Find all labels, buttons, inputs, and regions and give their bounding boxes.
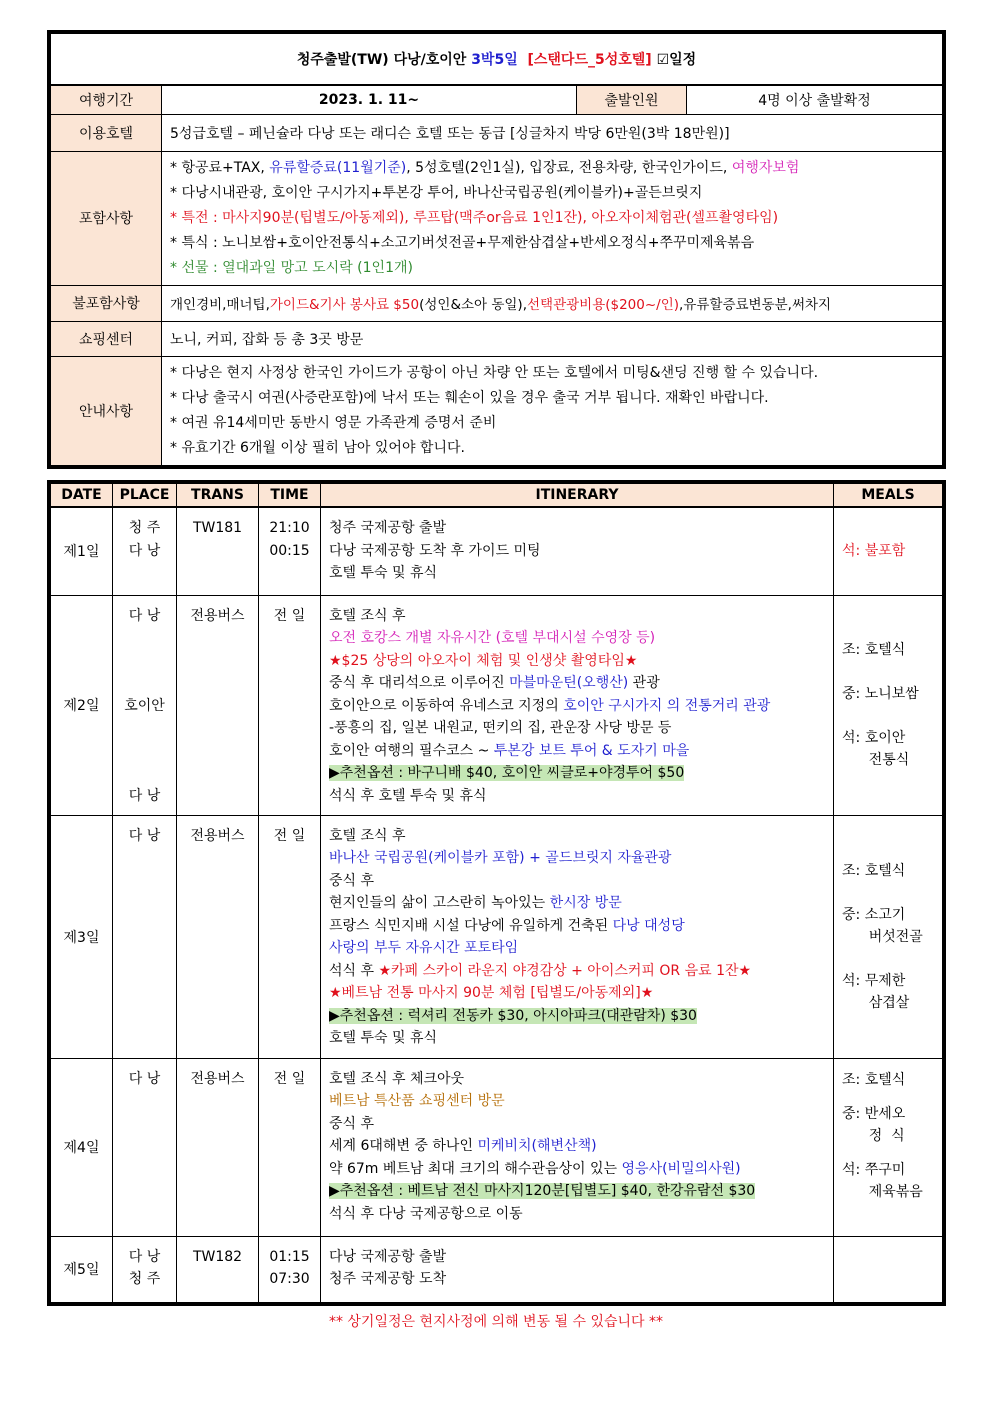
meal-line-text: 제육볶음 [842,1183,923,1200]
exclude-text: ,유류할증료변동분,써차지 [679,297,832,313]
title-nights: 3박5일 [471,52,518,68]
shopping-value: 노니, 커피, 잡화 등 총 3곳 방문 [162,321,943,356]
trans-cell-value: TW181 [192,520,243,536]
itinerary-line-text: 영응사(비밀의사원) [621,1160,741,1177]
include-item-text: , 5성호텔(2인1실), 입장료, 전용차량, 한국인가이드, [406,159,732,176]
itinerary-line-text: 청주 국제공항 출발 [329,520,447,536]
itinerary-line-text: 바나산 국립공원(케이블카 포함) + 골드브릿지 자율관광 [329,850,672,866]
trans-cell-value: TW182 [192,1248,243,1265]
itinerary-line-text: ★베트남 전통 마사지 90분 체험 [팁별도/아동제외]★ [329,985,654,1001]
meal-line-text: 정 식 [842,1127,905,1144]
include-item-text: * 특전 : 마사지90분(팁별도/아동제외), 루프탑(맥주or음료 1인1잔), 아오자이체험관(셀프촬영타임) [170,209,779,226]
itinerary-line [329,1068,833,1091]
itinerary-line [329,825,833,848]
shopping-label: 쇼핑센터 [51,321,162,356]
meal-line-text: 석: 호이안 [842,730,906,746]
meals-cell [834,595,943,815]
notice-item [170,361,934,386]
itinerary-line [329,717,833,740]
itinerary-line-text: ▶추천옵션 : 베트남 전신 마사지120분[팁별도] $40, 한강유람선 $30 [329,1183,756,1199]
itinerary-line-text: 미케비치(해변산책) [477,1138,597,1154]
exclude-label: 불포함사항 [51,285,162,321]
notice-label: 안내사항 [51,356,162,465]
column-header: DATE [51,484,113,508]
itinerary-line [329,1113,833,1136]
itinerary-line [329,1203,833,1226]
info-panel [47,30,946,469]
meal-line [842,639,942,661]
itinerary-line-text: -풍흥의 집, 일본 내원교, 떤키의 집, 관운장 사당 방문 등 [329,720,672,736]
itinerary-line-text: 약 67m 베트남 최대 크기의 해수관음상이 있는 [329,1160,622,1177]
title-prefix: 청주출발(TW) 다낭/호이안 [296,52,472,68]
notice-list [162,356,943,465]
place-cell-value: 청 주 [128,520,161,536]
day-row [51,815,943,1058]
itinerary-line-text: 현지인들의 삶이 고스란히 녹아있는 [329,895,550,911]
time-cell-value: 21:10 [269,520,310,536]
meal-line-text: 중: 노니보쌈 [842,686,919,702]
itinerary-line [329,847,833,870]
include-list [162,151,943,285]
meal-line [842,683,942,705]
meal-line [842,1069,942,1091]
place-cell [113,1058,177,1236]
day-row [51,1236,943,1302]
itinerary-line [329,1158,833,1181]
meals-cell [834,507,943,595]
itinerary-line [329,1246,833,1269]
column-header: ITINERARY [321,484,834,508]
exclude-text: 가이드&기사 봉사료 $50 [269,297,420,313]
itinerary-line-text: 프랑스 식민지배 시설 다낭에 유일하게 건축된 [329,917,613,934]
itinerary-cell [321,507,834,595]
title-product: [스탠다드_5성호텔] [527,52,652,68]
trans-cell [177,1236,259,1302]
itinerary-line [329,785,833,808]
trans-cell-value: 전용버스 [190,1070,245,1087]
itinerary-line-text: ★카페 스카이 라운지 야경감상 + 아이스커피 OR 음료 1잔★ [378,962,752,979]
itinerary-line-text: 호이안으로 이동하여 유네스코 지정의 [329,697,564,714]
meal-line [842,1159,942,1181]
place-cell-value [113,740,176,763]
itinerary-line-text: 석식 후 [329,962,379,979]
include-item [170,206,934,231]
itinerary-line-text: 다낭 국제공항 출발 [329,1248,447,1265]
time-cell-value: 전 일 [273,607,306,624]
place-cell-value: 다 낭 [128,1070,161,1087]
place-cell [113,507,177,595]
period-label: 여행기간 [51,85,162,114]
notice-item-text: * 유효기간 6개월 이상 필히 남아 있어야 합니다. [170,439,465,456]
itinerary-line [329,605,833,628]
time-cell [259,595,321,815]
itinerary-line [329,762,833,785]
itinerary-line-text: 중식 후 대리석으로 이루어진 [329,675,510,691]
period-value: 2023. 1. 11~ [162,85,577,114]
meal-line [842,1125,942,1147]
exclude-text: (성인&소아 동일), [419,297,527,313]
day-row [51,1058,943,1236]
notice-item-text: * 다낭은 현지 사정상 한국인 가이드가 공항이 아닌 차량 안 또는 호텔에서 미팅&샌딩 진행 할 수 있습니다. [170,364,819,381]
itinerary-line [329,982,833,1005]
itinerary-cell [321,1058,834,1236]
place-cell-value: 다 낭 [128,787,161,804]
meal-line [842,860,942,882]
time-cell [259,1236,321,1302]
itinerary-line [329,517,833,540]
itinerary-line-text: 관광 [628,675,660,691]
column-header: MEALS [834,484,943,508]
notice-item [170,386,934,411]
place-cell-value: 다 낭 [128,607,161,624]
time-cell-value: 전 일 [273,1070,306,1087]
itinerary-line-text: 사랑의 부두 자유시간 포토타임 [329,940,519,956]
place-cell-value: 다 낭 [128,542,161,559]
include-item-text: * 특식 : 노니보쌈+호이안전통식+소고기버섯전골+무제한삼겹살+반세오정식+쭈꾸미제육볶음 [170,234,755,251]
include-label: 포함사항 [51,151,162,285]
itinerary-line-text: 중식 후 [329,872,375,889]
meal-line [842,926,942,948]
itinerary-line [329,1005,833,1028]
hotel-value: 5성급호텔 – 페닌슐라 다낭 또는 래디슨 호텔 또는 동급 [싱글차지 박당 6만원(3박 18만원)] [162,114,943,151]
itinerary-line [329,650,833,673]
itinerary-table [47,480,946,1306]
itinerary-line-text: 투본강 보트 투어 & 도자기 마을 [493,742,690,759]
itinerary-line-text: 청주 국제공항 도착 [329,1271,447,1287]
itinerary-line-text: 마블마운틴(오행산) [509,675,629,691]
day-row [51,507,943,595]
column-header: TRANS [177,484,259,508]
page-title [51,34,943,86]
meal-line-text: 석: 불포함 [842,543,906,560]
itinerary-line-text: ▶추천옵션 : 바구니배 $40, 호이안 씨클로+야경투어 $50 [329,765,685,781]
trans-cell-value: 전용버스 [190,827,245,844]
place-cell-value [113,627,176,650]
trans-cell-value: 전용버스 [190,607,245,624]
time-cell-value: 07:30 [269,1271,310,1287]
include-item [170,231,934,256]
place-cell [113,1236,177,1302]
itinerary-line-text: ▶추천옵션 : 럭셔리 전동카 $30, 아시아파크(대관람차) $30 [329,1007,697,1024]
meal-line [842,1103,942,1125]
include-item-text: * 항공료+TAX, [170,159,270,176]
day-label: 제2일 [51,595,113,815]
place-cell-value [113,717,176,740]
itinerary-line-text: 석식 후 다낭 국제공항으로 이동 [329,1205,523,1222]
day-label: 제4일 [51,1058,113,1236]
itinerary-line [329,627,833,650]
notice-item [170,411,934,436]
time-cell [259,815,321,1058]
itinerary-line-text: 한시장 방문 [549,895,622,911]
place-cell-value [113,672,176,695]
include-item-text: 여행자보험 [731,159,800,176]
itinerary-line-text: 베트남 특산품 쇼핑센터 방문 [329,1093,505,1109]
meal-line [842,1181,942,1203]
exclude-value [162,285,943,321]
itinerary-line [329,672,833,695]
notice-item-text: * 여권 유14세미만 동반시 영문 가족관계 증명서 준비 [170,414,497,431]
notice-item [170,436,934,461]
meal-line-text: 조: 호텔식 [842,1071,906,1088]
people-label: 출발인원 [577,85,687,114]
meal-line-text: 전통식 [842,752,910,768]
place-cell-value: 청 주 [128,1271,161,1287]
footer-note: ** 상기일정은 현지사정에 의해 변동 될 수 있습니다 ** [328,1314,664,1330]
itinerary-line-text: 오전 호캉스 개별 자유시간 (호텔 부대시설 수영장 등) [329,630,656,646]
itinerary-line-text: 중식 후 [329,1115,375,1132]
itinerary-line-text: 다낭 대성당 [612,917,685,934]
meal-line [842,992,942,1014]
place-cell-value: 다 낭 [128,827,161,844]
hotel-label: 이용호텔 [51,114,162,151]
itinerary-line [329,892,833,915]
place-cell-value: 호이안 [124,697,165,714]
itinerary-line-text: 다낭 국제공항 도착 후 가이드 미팅 [329,542,541,559]
meal-line [842,904,942,926]
time-cell-value: 전 일 [273,827,306,844]
itinerary-line-text: 호텔 조식 후 [329,827,406,844]
itinerary-line [329,960,833,983]
itinerary-line [329,937,833,960]
meals-cell [834,1058,943,1236]
day-label: 제5일 [51,1236,113,1302]
itinerary-line-text: 세계 6대해변 중 하나인 [329,1138,478,1154]
include-item-text: * 선물 : 열대과일 망고 도시락 (1인1개) [170,259,413,276]
itinerary-header-row [51,484,943,508]
itinerary-line-text: 호이안 여행의 필수코스 ~ [329,742,494,759]
itinerary-cell [321,1236,834,1302]
itinerary-line [329,1090,833,1113]
trans-cell [177,595,259,815]
include-item-text: * 다낭시내관광, 호이안 구시가지+투본강 투어, 바나산국립공원(케이블카)+골든브릿지 [170,184,703,201]
itinerary-line [329,1027,833,1050]
exclude-text: 선택관광비용($200~/인) [526,297,680,313]
itinerary-line [329,870,833,893]
itinerary-line-text: 석식 후 호텔 투숙 및 휴식 [329,787,487,804]
itinerary-line-text: ★$25 상당의 아오자이 체험 및 인생샷 촬영타임★ [329,652,638,669]
meal-line-text: 석: 쭈구미 [842,1161,906,1178]
meal-line [842,540,942,562]
itinerary-line [329,1268,833,1291]
notice-item-text: * 다낭 출국시 여권(사증란포함)에 낙서 또는 훼손이 있을 경우 출국 거부 됩니다. 재확인 바랍니다. [170,389,769,406]
time-cell [259,507,321,595]
itinerary-line-text: 호텔 조식 후 체크아웃 [329,1070,465,1087]
meals-cell [834,1236,943,1302]
column-header: TIME [259,484,321,508]
itinerary-cell [321,815,834,1058]
place-cell [113,815,177,1058]
include-item [170,156,934,181]
meals-cell [834,815,943,1058]
trans-cell [177,815,259,1058]
time-cell-value: 00:15 [269,542,310,559]
itinerary-line [329,562,833,585]
itinerary-line-text: 호이안 구시가지 의 전통거리 관광 [563,697,771,714]
column-header: PLACE [113,484,177,508]
itinerary-line [329,1180,833,1203]
trans-cell [177,507,259,595]
place-cell [113,595,177,815]
itinerary-line [329,1135,833,1158]
trans-cell [177,1058,259,1236]
itinerary-line [329,695,833,718]
include-item [170,181,934,206]
place-cell-value [113,762,176,785]
include-item-text: 유류할증료(11월기준) [269,159,407,176]
meal-line-text: 조: 호텔식 [842,642,906,658]
itinerary-line-text: 호텔 조식 후 [329,607,406,624]
people-value: 4명 이상 출발확정 [687,85,943,114]
itinerary-line [329,540,833,563]
meal-line [842,727,942,749]
meal-line-text: 버섯전골 [842,928,923,945]
time-cell [259,1058,321,1236]
exclude-text: 개인경비,매너팁, [170,297,270,313]
itinerary-line-text: 호텔 투숙 및 휴식 [329,1030,438,1046]
itinerary-line [329,915,833,938]
include-item [170,256,934,281]
meal-line-text: 중: 반세오 [842,1105,906,1122]
day-label: 제3일 [51,815,113,1058]
itinerary-line [329,740,833,763]
meal-line [842,970,942,992]
itinerary-cell [321,595,834,815]
meal-line-text: 조: 호텔식 [842,862,906,879]
title-suffix: ☑일정 [656,52,697,68]
day-label: 제1일 [51,507,113,595]
meal-line [842,749,942,771]
time-cell-value: 01:15 [269,1248,310,1265]
day-row [51,595,943,815]
meal-line-text: 중: 소고기 [842,906,906,923]
itinerary-line-text: 호텔 투숙 및 휴식 [329,565,438,581]
meal-line-text: 삼겹살 [842,994,910,1011]
meal-line-text: 석: 무제한 [842,972,906,989]
place-cell-value [113,650,176,673]
place-cell-value: 다 낭 [128,1248,161,1265]
